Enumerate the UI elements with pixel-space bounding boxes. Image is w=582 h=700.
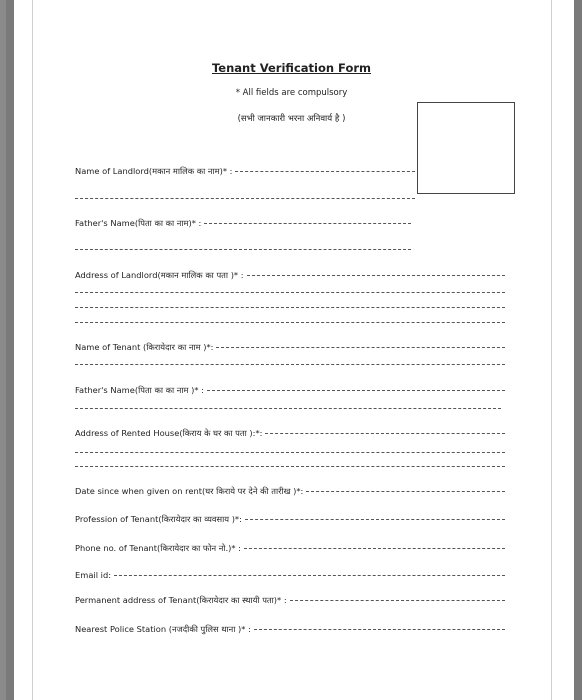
field-label: Address of Rented House(किराय के घर का पता ):*: <box>75 428 263 438</box>
field-rented-house-address <box>75 428 505 439</box>
field-label: Email id: <box>75 570 112 580</box>
field-label: Father's Name(पिता का का नाम)* : <box>75 218 202 228</box>
field-tenant-name <box>75 342 505 353</box>
fill-line[interactable] <box>204 223 411 224</box>
fill-line[interactable] <box>75 452 505 453</box>
fill-line[interactable] <box>235 171 415 172</box>
field-label: Nearest Police Station (नजदीकी पुलिस थाना )* : <box>75 624 251 634</box>
field-email <box>75 570 505 580</box>
field-profession <box>75 514 505 525</box>
window-left-edge <box>0 0 6 700</box>
fill-line[interactable] <box>75 364 505 365</box>
field-landlord-address <box>75 270 505 281</box>
fill-line[interactable] <box>75 249 411 250</box>
field-label: Address of Landlord(मकान मालिक का पता )* : <box>75 270 244 280</box>
field-label: Permanent address of Tenant(किरायेदार का स्थायी पता)* : <box>75 595 287 605</box>
field-landlord-name <box>75 166 415 177</box>
photo-box <box>417 102 515 194</box>
field-phone <box>75 543 505 554</box>
fill-line[interactable] <box>244 548 505 549</box>
fill-line[interactable] <box>216 347 505 348</box>
fill-line[interactable] <box>306 491 505 492</box>
field-tenant-father <box>75 385 505 396</box>
fill-line[interactable] <box>254 629 505 630</box>
document-page <box>14 0 574 700</box>
field-label: Date since when given on rent(घर किराये पर देने की तारीख )*: <box>75 486 304 496</box>
fill-line[interactable] <box>114 575 505 576</box>
field-label: Profession of Tenant(किरायेदार का व्यवसाय )*: <box>75 514 242 524</box>
field-date-given <box>75 486 505 497</box>
field-landlord-father <box>75 218 411 229</box>
field-label: Phone no. of Tenant(किरायेदार का फोन नो.)* : <box>75 543 241 553</box>
compulsory-note-english: * All fields are compulsory <box>235 88 348 98</box>
fill-line[interactable] <box>75 408 501 409</box>
fill-line[interactable] <box>75 292 505 293</box>
fill-line[interactable] <box>75 198 415 199</box>
fill-line[interactable] <box>265 433 505 434</box>
field-label: Name of Landlord(मकान मालिक का नाम)* : <box>75 166 233 176</box>
field-police-station <box>75 624 505 635</box>
fill-line[interactable] <box>75 466 505 467</box>
compulsory-note-hindi: (सभी जानकारी भरना अनिवार्य है ) <box>237 114 346 124</box>
fill-line[interactable] <box>290 600 505 601</box>
fill-line[interactable] <box>207 390 505 391</box>
field-permanent-address <box>75 595 505 606</box>
field-label: Father's Name(पिता का का नाम )* : <box>75 385 204 395</box>
field-label: Name of Tenant (किरायेदार का नाम )*: <box>75 342 214 352</box>
fill-line[interactable] <box>75 322 505 323</box>
fill-line[interactable] <box>245 519 505 520</box>
fill-line[interactable] <box>75 307 505 308</box>
form-title: Tenant Verification Form <box>211 61 371 75</box>
fill-line[interactable] <box>247 275 505 276</box>
